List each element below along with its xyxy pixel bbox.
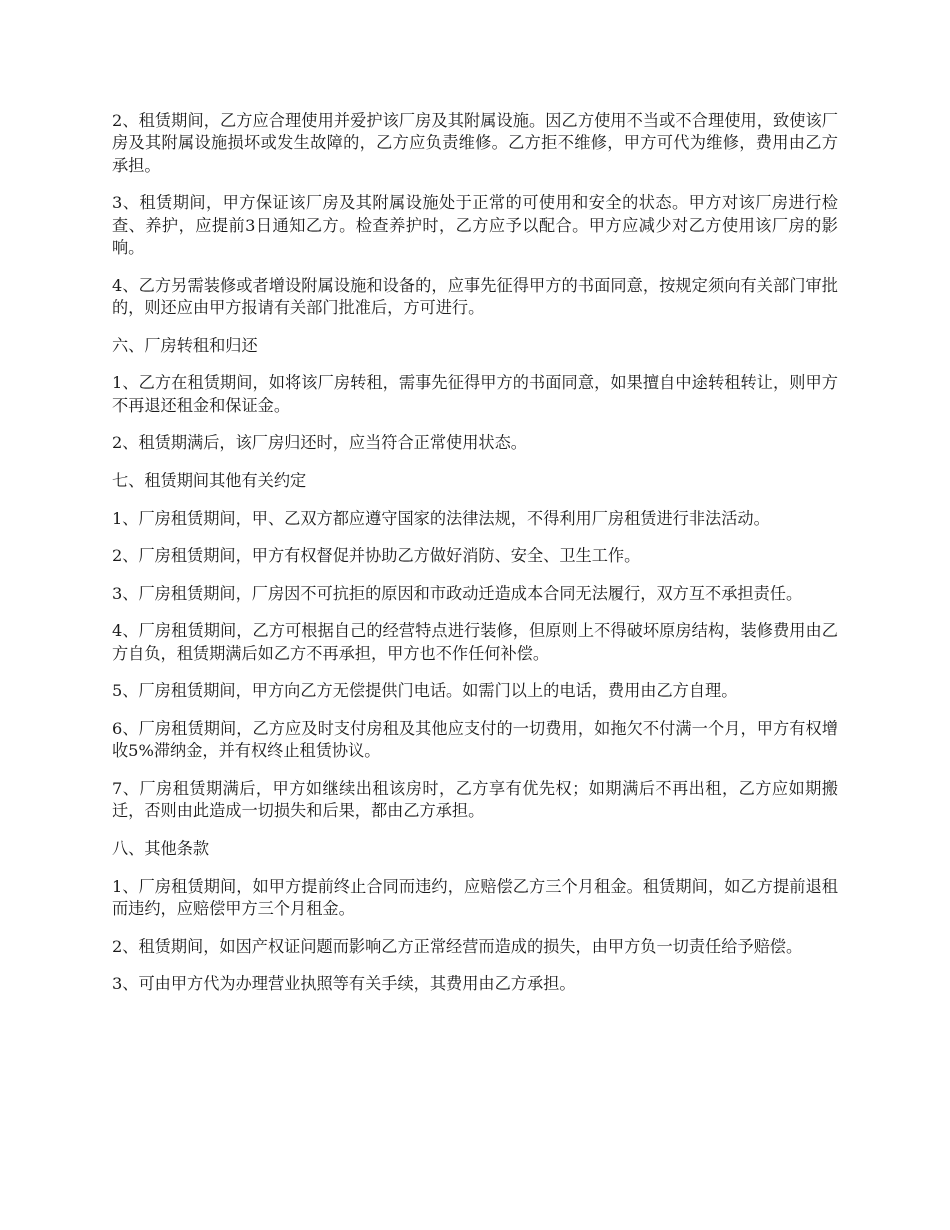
clause-8-1: 1、厂房租赁期间，如甲方提前终止合同而违约，应赔偿乙方三个月租金。租赁期间，如乙方提前退租而违约，应赔偿甲方三个月租金。	[112, 876, 838, 918]
clause-7-2: 2、厂房租赁期间，甲方有权督促并协助乙方做好消防、安全、卫生工作。	[112, 546, 641, 566]
section-heading-8: 八、其他条款	[112, 838, 210, 858]
section-heading-7: 七、租赁期间其他有关约定	[112, 471, 307, 490]
clause-6-1: 1、乙方在租赁期间，如将该厂房转租，需事先征得甲方的书面同意，如果擅自中途转租转让，则甲方不再退还租金和保证金。	[112, 373, 838, 415]
clause-5-2: 2、租赁期间，乙方应合理使用并爱护该厂房及其附属设施。因乙方使用不当或不合理使用，致使该厂房及其附属设施损坏或发生故障的，乙方应负责维修。乙方拒不维修，甲方可代为维修，费用由乙方承担。	[112, 111, 838, 175]
clause-7-1: 1、厂房租赁期间，甲、乙双方都应遵守国家的法律法规，不得利用厂房租赁进行非法活动。	[112, 508, 770, 528]
section-heading-6: 六、厂房转租和归还	[112, 335, 258, 355]
clause-5-3: 3、租赁期间，甲方保证该厂房及其附属设施处于正常的可使用和安全的状态。甲方对该厂房进行检查、养护，应提前3日通知乙方。检查养护时，乙方应予以配合。甲方应减少对乙方使用该厂房的影响。	[112, 193, 838, 258]
clause-7-6: 6、厂房租赁期间，乙方应及时支付房租及其他应支付的一切费用，如拖欠不付满一个月，甲方有权增收5%滞纳金，并有权终止租赁协议。	[112, 718, 838, 761]
document-page	[112, 110, 838, 1011]
clause-7-7: 7、厂房租赁期满后，甲方如继续出租该房时，乙方享有优先权；如期满后不再出租，乙方应如期搬迁，否则由此造成一切损失和后果，都由乙方承担。	[112, 778, 838, 821]
clause-6-2: 2、租赁期满后，该厂房归还时，应当符合正常使用状态。	[112, 433, 527, 453]
clause-7-4: 4、厂房租赁期间，乙方可根据自己的经营特点进行装修，但原则上不得破坏原房结构，装修费用由乙方自负，租赁期满后如乙方不再承担，甲方也不作任何补偿。	[112, 621, 838, 663]
clause-8-2: 2、租赁期间，如因产权证问题而影响乙方正常经营而造成的损失，由甲方负一切责任给予赔偿。	[112, 936, 803, 956]
clause-5-4: 4、乙方另需装修或者增设附属设施和设备的，应事先征得甲方的书面同意，按规定须向有关部门审批的，则还应由甲方报请有关部门批准后，方可进行。	[112, 275, 838, 318]
clause-8-3: 3、可由甲方代为办理营业执照等有关手续，其费用由乙方承担。	[112, 974, 576, 994]
clause-7-3: 3、厂房租赁期间，厂房因不可抗拒的原因和市政动迁造成本合同无法履行，双方互不承担责任。	[112, 583, 803, 603]
clause-7-5: 5、厂房租赁期间，甲方向乙方无偿提供门电话。如需门以上的电话，费用由乙方自理。	[112, 681, 738, 701]
